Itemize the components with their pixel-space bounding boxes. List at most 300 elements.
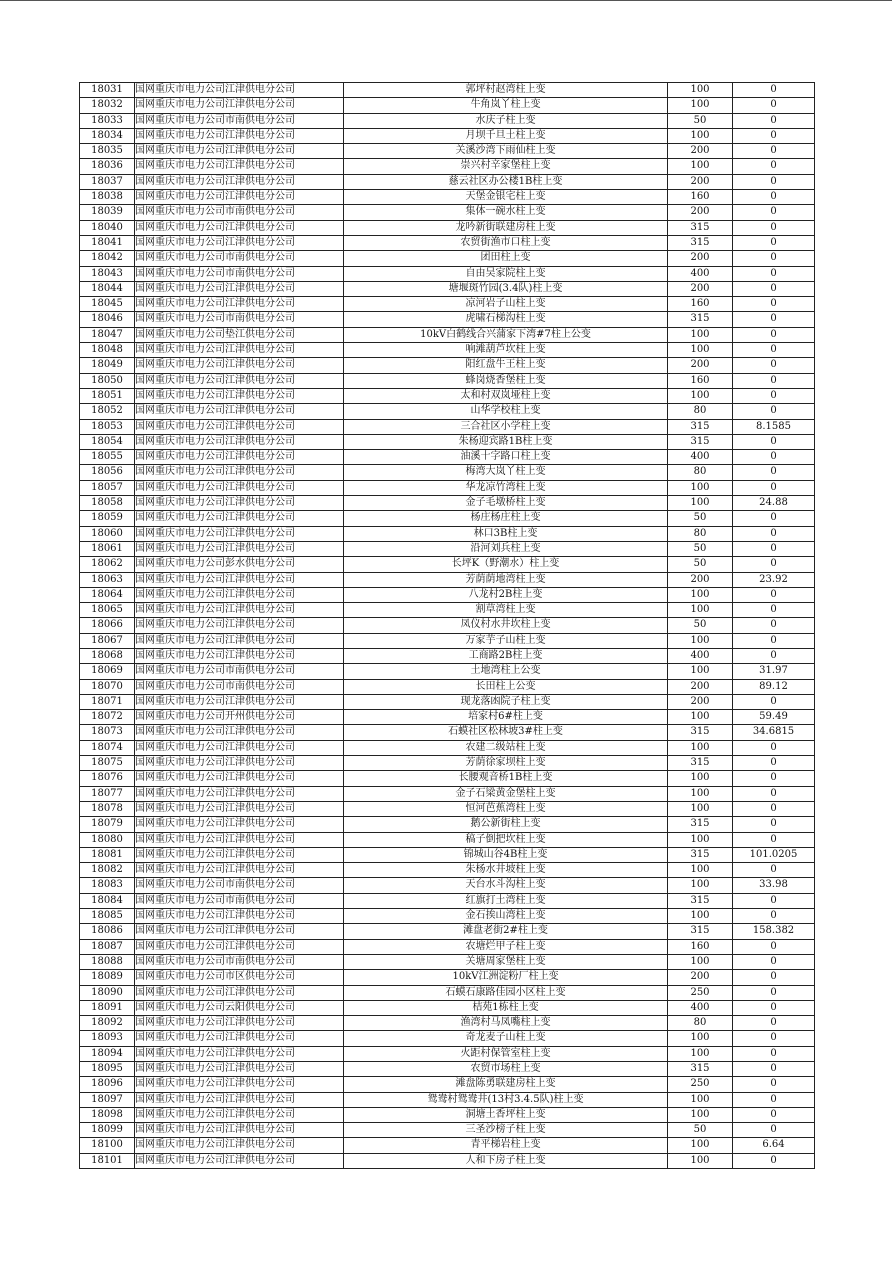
company-name-cell: 国网重庆市电力公司江津供电分公司 <box>135 572 344 587</box>
table-row <box>80 419 815 434</box>
transformer-name-cell: 华龙凉竹湾柱上变 <box>344 480 668 495</box>
company-name-cell: 国网重庆市电力公司江津供电分公司 <box>135 388 344 403</box>
row-id-cell: 18089 <box>80 970 135 985</box>
capacity-cell: 100 <box>668 954 733 969</box>
value-cell: 24.88 <box>733 496 815 511</box>
value-cell: 0 <box>733 159 815 174</box>
row-id-cell: 18081 <box>80 847 135 862</box>
value-cell: 0 <box>733 465 815 480</box>
capacity-cell: 100 <box>668 1107 733 1122</box>
company-name-cell: 国网重庆市电力公司江津供电分公司 <box>135 603 344 618</box>
transformer-name-cell: 长坪K（野潮水）柱上变 <box>344 557 668 572</box>
value-cell: 0 <box>733 985 815 1000</box>
capacity-cell: 100 <box>668 909 733 924</box>
capacity-cell: 100 <box>668 388 733 403</box>
transformer-name-cell: 红旗打土湾柱上变 <box>344 893 668 908</box>
capacity-cell: 100 <box>668 1153 733 1168</box>
transformer-name-cell: 凤仪村水井坎柱上变 <box>344 618 668 633</box>
value-cell: 59.49 <box>733 710 815 725</box>
value-cell: 101.0205 <box>733 847 815 862</box>
row-id-cell: 18050 <box>80 373 135 388</box>
capacity-cell: 100 <box>668 740 733 755</box>
transformer-name-cell: 虎啸石梯沟柱上变 <box>344 312 668 327</box>
table-row <box>80 557 815 572</box>
table-row <box>80 526 815 541</box>
company-name-cell: 国网重庆市电力公司江津供电分公司 <box>135 587 344 602</box>
capacity-cell: 100 <box>668 801 733 816</box>
row-id-cell: 18037 <box>80 174 135 189</box>
table-row <box>80 939 815 954</box>
capacity-cell: 200 <box>668 205 733 220</box>
table-row <box>80 358 815 373</box>
company-name-cell: 国网重庆市电力公司江津供电分公司 <box>135 526 344 541</box>
company-name-cell: 国网重庆市电力公司江津供电分公司 <box>135 924 344 939</box>
row-id-cell: 18067 <box>80 633 135 648</box>
transformer-name-cell: 滩盘陈勇联建房柱上变 <box>344 1077 668 1092</box>
transformer-name-cell: 金子石梁黄金堡柱上变 <box>344 786 668 801</box>
row-id-cell: 18031 <box>80 83 135 98</box>
company-name-cell: 国网重庆市电力公司江津供电分公司 <box>135 832 344 847</box>
table-row <box>80 863 815 878</box>
capacity-cell: 200 <box>668 281 733 296</box>
capacity-cell: 100 <box>668 159 733 174</box>
transformer-name-cell: 沿河刘兵柱上变 <box>344 541 668 556</box>
company-name-cell: 国网重庆市电力公司江津供电分公司 <box>135 190 344 205</box>
company-name-cell: 国网重庆市电力公司云阳供电分公司 <box>135 1000 344 1015</box>
row-id-cell: 18078 <box>80 801 135 816</box>
capacity-cell: 400 <box>668 266 733 281</box>
company-name-cell: 国网重庆市电力公司江津供电分公司 <box>135 801 344 816</box>
transformer-name-cell: 芳荫徐家坝柱上变 <box>344 756 668 771</box>
row-id-cell: 18060 <box>80 526 135 541</box>
company-name-cell: 国网重庆市电力公司江津供电分公司 <box>135 128 344 143</box>
table-row <box>80 1092 815 1107</box>
company-name-cell: 国网重庆市电力公司江津供电分公司 <box>135 159 344 174</box>
value-cell: 0 <box>733 832 815 847</box>
row-id-cell: 18048 <box>80 343 135 358</box>
capacity-cell: 50 <box>668 511 733 526</box>
table-row <box>80 648 815 663</box>
value-cell: 0 <box>733 98 815 113</box>
capacity-cell: 315 <box>668 924 733 939</box>
company-name-cell: 国网重庆市电力公司市南供电分公司 <box>135 893 344 908</box>
capacity-cell: 200 <box>668 679 733 694</box>
row-id-cell: 18057 <box>80 480 135 495</box>
company-name-cell: 国网重庆市电力公司江津供电分公司 <box>135 1016 344 1031</box>
table-row <box>80 235 815 250</box>
row-id-cell: 18080 <box>80 832 135 847</box>
row-id-cell: 18066 <box>80 618 135 633</box>
transformer-name-cell: 渔湾村马凤嘴柱上变 <box>344 1016 668 1031</box>
table-row <box>80 878 815 893</box>
company-name-cell: 国网重庆市电力公司市南供电分公司 <box>135 954 344 969</box>
transformer-name-cell: 三合社区小学柱上变 <box>344 419 668 434</box>
value-cell: 0 <box>733 266 815 281</box>
value-cell: 0 <box>733 343 815 358</box>
transformer-name-cell: 鹅公新街柱上变 <box>344 817 668 832</box>
value-cell: 0 <box>733 388 815 403</box>
transformer-name-cell: 凉河岩子山柱上变 <box>344 297 668 312</box>
row-id-cell: 18033 <box>80 113 135 128</box>
company-name-cell: 国网重庆市电力公司市南供电分公司 <box>135 266 344 281</box>
table-row <box>80 373 815 388</box>
value-cell: 33.98 <box>733 878 815 893</box>
capacity-cell: 100 <box>668 343 733 358</box>
capacity-cell: 250 <box>668 1077 733 1092</box>
transformer-name-cell: 青平梯岩柱上变 <box>344 1138 668 1153</box>
table-row <box>80 587 815 602</box>
value-cell: 0 <box>733 373 815 388</box>
capacity-cell: 100 <box>668 786 733 801</box>
row-id-cell: 18084 <box>80 893 135 908</box>
table-row <box>80 190 815 205</box>
table-row <box>80 1077 815 1092</box>
row-id-cell: 18095 <box>80 1062 135 1077</box>
capacity-cell: 315 <box>668 434 733 449</box>
value-cell: 0 <box>733 1031 815 1046</box>
transformer-name-cell: 月坝千旦土柱上变 <box>344 128 668 143</box>
transformer-name-cell: 人和下房子柱上变 <box>344 1153 668 1168</box>
row-id-cell: 18053 <box>80 419 135 434</box>
transformer-name-cell: 山华学校柱上变 <box>344 404 668 419</box>
company-name-cell: 国网重庆市电力公司江津供电分公司 <box>135 1046 344 1061</box>
table-row <box>80 603 815 618</box>
row-id-cell: 18101 <box>80 1153 135 1168</box>
table-row <box>80 1031 815 1046</box>
table-row <box>80 496 815 511</box>
transformer-name-cell: 集体一碗水柱上变 <box>344 205 668 220</box>
company-name-cell: 国网重庆市电力公司江津供电分公司 <box>135 909 344 924</box>
value-cell: 0 <box>733 281 815 296</box>
company-name-cell: 国网重庆市电力公司江津供电分公司 <box>135 771 344 786</box>
company-name-cell: 国网重庆市电力公司江津供电分公司 <box>135 618 344 633</box>
value-cell: 0 <box>733 817 815 832</box>
transformer-name-cell: 慈云社区办公楼1B柱上变 <box>344 174 668 189</box>
table-row <box>80 771 815 786</box>
table-row <box>80 893 815 908</box>
table-row <box>80 205 815 220</box>
value-cell: 0 <box>733 541 815 556</box>
row-id-cell: 18099 <box>80 1123 135 1138</box>
row-id-cell: 18040 <box>80 220 135 235</box>
value-cell: 34.6815 <box>733 725 815 740</box>
value-cell: 0 <box>733 863 815 878</box>
company-name-cell: 国网重庆市电力公司江津供电分公司 <box>135 1153 344 1168</box>
row-id-cell: 18090 <box>80 985 135 1000</box>
transformer-name-cell: 牛角岚丫柱上变 <box>344 98 668 113</box>
transformer-name-cell: 鸳鸯村鸳鸯井(13村3.4.5队)柱上变 <box>344 1092 668 1107</box>
company-name-cell: 国网重庆市电力公司江津供电分公司 <box>135 373 344 388</box>
value-cell: 0 <box>733 970 815 985</box>
capacity-cell: 50 <box>668 113 733 128</box>
company-name-cell: 国网重庆市电力公司江津供电分公司 <box>135 1092 344 1107</box>
capacity-cell: 80 <box>668 465 733 480</box>
capacity-cell: 100 <box>668 664 733 679</box>
capacity-cell: 160 <box>668 373 733 388</box>
company-name-cell: 国网重庆市电力公司江津供电分公司 <box>135 465 344 480</box>
value-cell: 0 <box>733 909 815 924</box>
capacity-cell: 100 <box>668 587 733 602</box>
table-row <box>80 174 815 189</box>
transformer-name-cell: 油溪十字路口柱上变 <box>344 450 668 465</box>
capacity-cell: 100 <box>668 1031 733 1046</box>
value-cell: 0 <box>733 954 815 969</box>
value-cell: 6.64 <box>733 1138 815 1153</box>
company-name-cell: 国网重庆市电力公司江津供电分公司 <box>135 144 344 159</box>
table-row <box>80 725 815 740</box>
table-row <box>80 924 815 939</box>
value-cell: 0 <box>733 633 815 648</box>
company-name-cell: 国网重庆市电力公司市区供电分公司 <box>135 970 344 985</box>
row-id-cell: 18072 <box>80 710 135 725</box>
value-cell: 0 <box>733 297 815 312</box>
company-name-cell: 国网重庆市电力公司市南供电分公司 <box>135 205 344 220</box>
row-id-cell: 18094 <box>80 1046 135 1061</box>
capacity-cell: 100 <box>668 771 733 786</box>
transformer-name-cell: 稿子倒把坎柱上变 <box>344 832 668 847</box>
company-name-cell: 国网重庆市电力公司江津供电分公司 <box>135 419 344 434</box>
company-name-cell: 国网重庆市电力公司江津供电分公司 <box>135 1138 344 1153</box>
transformer-name-cell: 蜂岗烧香堡柱上变 <box>344 373 668 388</box>
transformer-name-cell: 割草湾柱上变 <box>344 603 668 618</box>
table-row <box>80 618 815 633</box>
capacity-cell: 200 <box>668 251 733 266</box>
company-name-cell: 国网重庆市电力公司江津供电分公司 <box>135 985 344 1000</box>
table-row <box>80 144 815 159</box>
capacity-cell: 200 <box>668 970 733 985</box>
table-row <box>80 128 815 143</box>
transformer-name-cell: 团田柱上变 <box>344 251 668 266</box>
table-row <box>80 756 815 771</box>
table-row <box>80 970 815 985</box>
capacity-cell: 100 <box>668 1046 733 1061</box>
transformer-name-cell: 恒河芭蕉湾柱上变 <box>344 801 668 816</box>
transformer-name-cell: 现龙落凼院子柱上变 <box>344 694 668 709</box>
value-cell: 0 <box>733 893 815 908</box>
transformer-name-cell: 土地湾柱上公变 <box>344 664 668 679</box>
value-cell: 0 <box>733 434 815 449</box>
company-name-cell: 国网重庆市电力公司江津供电分公司 <box>135 725 344 740</box>
capacity-cell: 80 <box>668 526 733 541</box>
transformer-name-cell: 郭坪村赵湾柱上变 <box>344 83 668 98</box>
capacity-cell: 100 <box>668 496 733 511</box>
capacity-cell: 100 <box>668 878 733 893</box>
transformer-name-cell: 滩盘老街2#柱上变 <box>344 924 668 939</box>
value-cell: 0 <box>733 603 815 618</box>
capacity-cell: 100 <box>668 633 733 648</box>
capacity-cell: 200 <box>668 694 733 709</box>
company-name-cell: 国网重庆市电力公司江津供电分公司 <box>135 297 344 312</box>
value-cell: 0 <box>733 648 815 663</box>
capacity-cell: 200 <box>668 358 733 373</box>
row-id-cell: 18079 <box>80 817 135 832</box>
table-row <box>80 572 815 587</box>
table-row <box>80 266 815 281</box>
row-id-cell: 18087 <box>80 939 135 954</box>
row-id-cell: 18056 <box>80 465 135 480</box>
value-cell: 0 <box>733 144 815 159</box>
value-cell: 0 <box>733 771 815 786</box>
transformer-name-cell: 天堡金银宅柱上变 <box>344 190 668 205</box>
value-cell: 89.12 <box>733 679 815 694</box>
capacity-cell: 80 <box>668 404 733 419</box>
capacity-cell: 100 <box>668 863 733 878</box>
table-body <box>80 83 815 1169</box>
row-id-cell: 18082 <box>80 863 135 878</box>
value-cell: 0 <box>733 1107 815 1122</box>
capacity-cell: 50 <box>668 557 733 572</box>
table-row <box>80 450 815 465</box>
company-name-cell: 国网重庆市电力公司市南供电分公司 <box>135 878 344 893</box>
table-row <box>80 1062 815 1077</box>
transformer-name-cell: 金子毛墩桥柱上变 <box>344 496 668 511</box>
row-id-cell: 18034 <box>80 128 135 143</box>
capacity-cell: 100 <box>668 603 733 618</box>
row-id-cell: 18061 <box>80 541 135 556</box>
value-cell: 0 <box>733 1016 815 1031</box>
transformer-name-cell: 梅湾大岚丫柱上变 <box>344 465 668 480</box>
transformer-name-cell: 八龙村2B柱上变 <box>344 587 668 602</box>
row-id-cell: 18032 <box>80 98 135 113</box>
company-name-cell: 国网重庆市电力公司江津供电分公司 <box>135 358 344 373</box>
table-row <box>80 679 815 694</box>
company-name-cell: 国网重庆市电力公司江津供电分公司 <box>135 740 344 755</box>
transformer-name-cell: 10kV江洲淀粉厂柱上变 <box>344 970 668 985</box>
capacity-cell: 315 <box>668 312 733 327</box>
table-row <box>80 832 815 847</box>
transformer-name-cell: 农贸街渔市口柱上变 <box>344 235 668 250</box>
transformer-name-cell: 三圣沙榜子柱上变 <box>344 1123 668 1138</box>
transformer-name-cell: 金石挨山湾柱上变 <box>344 909 668 924</box>
value-cell: 0 <box>733 83 815 98</box>
row-id-cell: 18086 <box>80 924 135 939</box>
row-id-cell: 18064 <box>80 587 135 602</box>
capacity-cell: 100 <box>668 832 733 847</box>
company-name-cell: 国网重庆市电力公司开州供电分公司 <box>135 710 344 725</box>
company-name-cell: 国网重庆市电力公司江津供电分公司 <box>135 511 344 526</box>
transformer-name-cell: 火距村保管室柱上变 <box>344 1046 668 1061</box>
table-row <box>80 694 815 709</box>
company-name-cell: 国网重庆市电力公司市南供电分公司 <box>135 113 344 128</box>
company-name-cell: 国网重庆市电力公司江津供电分公司 <box>135 847 344 862</box>
value-cell: 0 <box>733 190 815 205</box>
transformer-name-cell: 天台水斗沟柱上变 <box>344 878 668 893</box>
company-name-cell: 国网重庆市电力公司江津供电分公司 <box>135 648 344 663</box>
row-id-cell: 18073 <box>80 725 135 740</box>
value-cell: 0 <box>733 251 815 266</box>
company-name-cell: 国网重庆市电力公司江津供电分公司 <box>135 786 344 801</box>
row-id-cell: 18055 <box>80 450 135 465</box>
capacity-cell: 400 <box>668 1000 733 1015</box>
value-cell: 0 <box>733 1123 815 1138</box>
row-id-cell: 18044 <box>80 281 135 296</box>
transformer-name-cell: 农贸市场柱上变 <box>344 1062 668 1077</box>
table-row <box>80 343 815 358</box>
row-id-cell: 18043 <box>80 266 135 281</box>
capacity-cell: 200 <box>668 144 733 159</box>
transformer-name-cell: 朱杨水井坡柱上变 <box>344 863 668 878</box>
company-name-cell: 国网重庆市电力公司江津供电分公司 <box>135 1123 344 1138</box>
row-id-cell: 18096 <box>80 1077 135 1092</box>
table-row <box>80 740 815 755</box>
row-id-cell: 18100 <box>80 1138 135 1153</box>
table-row <box>80 710 815 725</box>
value-cell: 0 <box>733 587 815 602</box>
row-id-cell: 18062 <box>80 557 135 572</box>
table-row <box>80 633 815 648</box>
transformer-name-cell: 响滩葫芦坎柱上变 <box>344 343 668 358</box>
company-name-cell: 国网重庆市电力公司江津供电分公司 <box>135 434 344 449</box>
table-row <box>80 909 815 924</box>
company-name-cell: 国网重庆市电力公司江津供电分公司 <box>135 496 344 511</box>
row-id-cell: 18097 <box>80 1092 135 1107</box>
row-id-cell: 18071 <box>80 694 135 709</box>
row-id-cell: 18085 <box>80 909 135 924</box>
row-id-cell: 18058 <box>80 496 135 511</box>
transformer-name-cell: 洞塘土香坪柱上变 <box>344 1107 668 1122</box>
value-cell: 0 <box>733 1092 815 1107</box>
table-row <box>80 312 815 327</box>
capacity-cell: 80 <box>668 1016 733 1031</box>
company-name-cell: 国网重庆市电力公司江津供电分公司 <box>135 1031 344 1046</box>
table-row <box>80 297 815 312</box>
capacity-cell: 50 <box>668 541 733 556</box>
company-name-cell: 国网重庆市电力公司江津供电分公司 <box>135 174 344 189</box>
transformer-name-cell: 石蟆石康路佳园小区柱上变 <box>344 985 668 1000</box>
table-row <box>80 220 815 235</box>
table-row <box>80 83 815 98</box>
value-cell: 0 <box>733 1000 815 1015</box>
transformer-name-cell: 自由吴家院柱上变 <box>344 266 668 281</box>
capacity-cell: 315 <box>668 1062 733 1077</box>
page-top-rule <box>0 0 892 1</box>
capacity-cell: 160 <box>668 939 733 954</box>
company-name-cell: 国网重庆市电力公司江津供电分公司 <box>135 756 344 771</box>
company-name-cell: 国网重庆市电力公司江津供电分公司 <box>135 1107 344 1122</box>
value-cell: 0 <box>733 113 815 128</box>
row-id-cell: 18051 <box>80 388 135 403</box>
value-cell: 0 <box>733 235 815 250</box>
transformer-name-cell: 长腰观音桥1B柱上变 <box>344 771 668 786</box>
capacity-cell: 200 <box>668 174 733 189</box>
row-id-cell: 18092 <box>80 1016 135 1031</box>
row-id-cell: 18036 <box>80 159 135 174</box>
transformer-name-cell: 关塘周家堡柱上变 <box>344 954 668 969</box>
capacity-cell: 100 <box>668 480 733 495</box>
capacity-cell: 315 <box>668 817 733 832</box>
value-cell: 158.382 <box>733 924 815 939</box>
value-cell: 8.1585 <box>733 419 815 434</box>
company-name-cell: 国网重庆市电力公司江津供电分公司 <box>135 83 344 98</box>
capacity-cell: 315 <box>668 756 733 771</box>
row-id-cell: 18069 <box>80 664 135 679</box>
transformer-name-cell: 太和村双岚垭柱上变 <box>344 388 668 403</box>
table-row <box>80 847 815 862</box>
value-cell: 0 <box>733 801 815 816</box>
value-cell: 0 <box>733 327 815 342</box>
capacity-cell: 100 <box>668 327 733 342</box>
value-cell: 0 <box>733 205 815 220</box>
transformer-name-cell: 桔苑1栋柱上变 <box>344 1000 668 1015</box>
table-row <box>80 1107 815 1122</box>
table-row <box>80 251 815 266</box>
capacity-cell: 315 <box>668 419 733 434</box>
transformer-name-cell: 阳红盘牛王柱上变 <box>344 358 668 373</box>
value-cell: 0 <box>733 511 815 526</box>
value-cell: 0 <box>733 480 815 495</box>
row-id-cell: 18091 <box>80 1000 135 1015</box>
row-id-cell: 18075 <box>80 756 135 771</box>
